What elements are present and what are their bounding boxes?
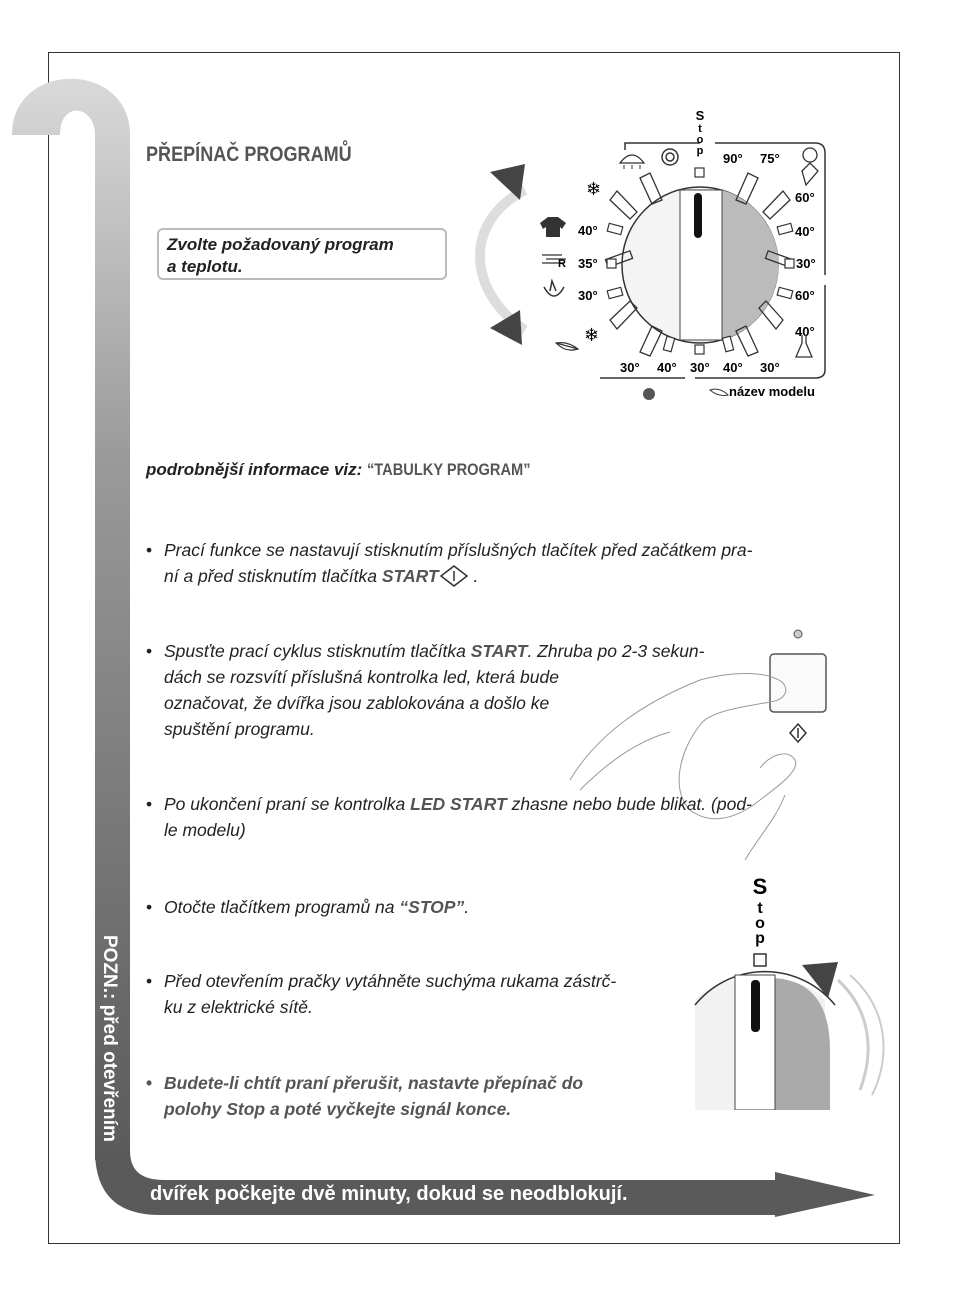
dial-temp-r2: 40° [795,224,815,239]
stop-letter-p: p [755,930,765,947]
stop-dial [690,870,900,1110]
stop-letter-t: t [757,900,763,917]
bullet-6-line-2: polohy Stop a poté vyčkejte signál konce. [164,1099,512,1119]
dial-temp-b3: 30° [690,360,710,375]
dial-temp-b5: 30° [760,360,780,375]
led-icon [794,630,802,638]
handwash-icon [544,281,564,296]
bullet-2-line-3: označovat, že dvířka jsou zablokována a došlo ke [164,693,550,713]
note-horizontal: dvířek počkejte dvě minuty, dokud se neodblokují. [150,1183,628,1205]
bullet-3-line-1: Po ukončení praní se kontrolka LED START zhasne nebo bude blikat. (pod- [164,794,752,814]
dial-temp-r3: 30° [796,256,816,271]
stop-square [754,954,766,966]
bullet-dot: • [146,794,153,814]
start-symbol-icon [790,724,806,742]
shower-icon [620,155,644,169]
bullet-dot: • [146,897,153,917]
bullet-5-line-1: Před otevřením pračky vytáhněte suchýma rukama zástrč- [164,971,617,991]
dial-pointer [694,193,702,238]
rotate-arrows [460,160,540,360]
bullet-dot: • [146,1073,153,1093]
wool-icon [643,388,655,400]
more-info-label: podrobnější informace viz: [146,460,363,479]
hint-line-1: Zvolte požadovaný program [167,235,394,254]
stop-letter-s: S [752,874,768,899]
bullet-dot: • [146,540,153,560]
dial-stop-o: o [696,134,704,146]
dial-temp-b2: 40° [657,360,677,375]
more-info-ref: “TABULKY PROGRAM” [367,460,531,479]
model-label: název modelu [729,384,815,399]
bullet-1-line-2: ní a před stisknutím tlačítka START . [164,566,479,586]
hint-line-2: a teplotu. [167,257,243,276]
feather-icon [556,343,578,351]
spin-icon [662,149,678,165]
dial-stop-s: S [695,108,705,123]
bullet-3-line-2: le modelu) [164,820,246,840]
snowflake-icon-1: ❄ [586,179,602,199]
shirt-icon [540,217,566,237]
bullet-6-line-1: Budete-li chtít praní přerušit, nastavte přepínač do [164,1073,584,1093]
dial-temp-l3: 30° [578,288,598,303]
dial-temp-b1: 30° [620,360,640,375]
hint-box [157,228,447,280]
cotton-icon [802,148,818,185]
bullet-dot: • [146,971,153,991]
snowflake-icon-2: ❄ [584,325,600,345]
note-vertical: POZN.: před otevřením [99,935,120,1142]
dial-temp-l2: 35° [578,256,598,271]
page-title: PŘEPÍNAČ PROGRAMŮ [146,143,352,166]
rotate-arc [480,190,525,330]
dial-stop-p: p [696,145,704,157]
bullet-4-line-1: Otočte tlačítkem programů na “STOP”. [164,897,470,917]
bullet-dot: • [146,641,153,661]
arrow-up-icon [490,164,525,200]
dial-temp-r4: 60° [795,288,815,303]
bullet-2-line-4: spuštění programu. [164,719,315,739]
dial-temp-90: 90° [723,151,743,166]
dial-temp-75: 75° [760,151,780,166]
more-info [146,460,557,480]
program-dial [540,105,840,405]
dial-temp-r5: 40° [795,324,815,339]
model-icon [710,389,728,395]
stop-letter-o: o [755,915,765,932]
start-button-icon [439,565,469,587]
bullet-1-line-1: Prací funkce se nastavují stisknutím příslušných tlačítek před začátkem pra- [164,540,753,560]
start-button[interactable] [770,654,826,712]
bullet-2-line-1: Spusťte prací cyklus stisknutím tlačítka START. Zhruba po 2-3 sekun- [164,641,705,661]
stop-pointer [751,980,760,1032]
dial-stop-t: t [698,123,702,135]
bullet-2-line-2: dách se rozsvítí příslušná kontrolka led, která bude [164,667,559,687]
dial-temp-r1: 60° [795,190,815,205]
iron-icon [542,255,566,270]
svg-text:R: R [558,258,566,270]
bullet-5-line-2: ku z elektrické sítě. [164,997,313,1017]
dial-temp-l1: 40° [578,223,598,238]
dial-temp-b4: 40° [723,360,743,375]
